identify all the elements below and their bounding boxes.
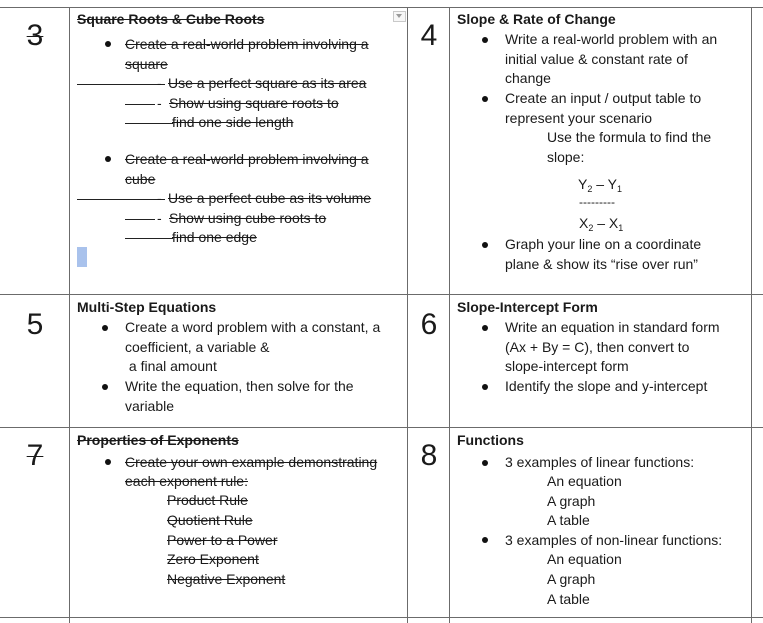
strikethrough-indent [125,123,173,124]
row-divider-1 [0,294,763,295]
text-line: - [157,210,162,226]
fraction-line: --------- [579,195,615,209]
minus-x: – X [593,215,619,231]
text-line[interactable]: Negative Exponent [167,571,286,587]
cell-title-8[interactable]: Functions [457,432,524,448]
cell-number-5: 5 [26,308,44,341]
text-line[interactable]: Use the formula to find the [547,129,712,145]
cell-number-8: 8 [420,439,438,472]
table-border-top [0,7,763,8]
text-line[interactable]: Identify the slope and y-intercept [505,378,708,394]
text-line[interactable]: slope-intercept form [505,358,629,374]
column-divider-3 [449,7,450,623]
text-line[interactable]: Product Rule [167,492,248,508]
cell-title-5[interactable]: Multi-Step Equations [77,299,217,315]
chevron-down-icon[interactable] [393,11,406,22]
subscript: 1 [618,223,624,233]
text-line[interactable]: change [505,70,551,86]
text-line[interactable]: each exponent rule: [125,473,248,489]
text-line[interactable]: A graph [547,571,596,587]
bullet-icon [105,156,111,162]
text-line[interactable]: Write the equation, then solve for the [125,378,354,394]
bullet-icon [105,459,111,465]
cell-title-4[interactable]: Slope & Rate of Change [457,11,616,27]
text-line[interactable]: find one side length [172,114,294,130]
text-line[interactable]: 3 examples of linear functions: [505,454,695,470]
bullet-icon [102,325,108,331]
text-line[interactable]: represent your scenario [505,110,653,126]
cell-number-4: 4 [420,19,438,52]
bullet-icon [482,384,488,390]
text-line[interactable]: Show using square roots to [169,95,339,111]
text-line[interactable]: Write an equation in standard form [505,319,720,335]
text-line[interactable]: find one edge [172,229,257,245]
text-line[interactable]: a final amount [125,358,217,374]
text-line[interactable]: Create an input / output table to [505,90,702,106]
text-line[interactable]: variable [125,398,175,414]
bullet-icon [482,325,488,331]
text-line[interactable]: Quotient Rule [167,512,253,528]
text-line[interactable]: A table [547,512,590,528]
strikethrough-indent [125,104,155,105]
column-divider-2 [407,7,408,623]
text-line[interactable]: Use a perfect cube as its volume [168,190,372,206]
text-line[interactable]: Zero Exponent [167,551,259,567]
variable-x: X [579,215,589,231]
cell-title-3[interactable]: Square Roots & Cube Roots [77,11,265,27]
cell-title-7[interactable]: Properties of Exponents [77,432,239,448]
bullet-icon [482,537,488,543]
text-line[interactable]: Write a real-world problem with an [505,31,718,47]
bullet-icon [482,96,488,102]
text-line[interactable]: An equation [547,473,622,489]
strikethrough-indent [77,84,165,85]
minus-y: – Y [592,176,618,192]
text-line: - [157,190,162,206]
text-line[interactable]: coefficient, a variable & [125,339,270,355]
variable-y: Y [578,176,588,192]
text-line[interactable]: Power to a Power [167,532,278,548]
text-line[interactable]: 3 examples of non-linear functions: [505,532,723,548]
bullet-icon [105,41,111,47]
text-line[interactable]: Create a real-world problem involving a [125,36,369,52]
row-divider-3 [0,617,763,618]
text-line: - [157,95,162,111]
cell-number-6: 6 [420,308,438,341]
text-line[interactable]: slope: [547,149,585,165]
cell-number-7: 7 [26,439,44,472]
text-line[interactable]: Graph your line on a coordinate [505,236,702,252]
text-line[interactable]: plane & show its “rise over run” [505,256,698,272]
text-line[interactable]: A graph [547,493,596,509]
subscript: 1 [617,184,623,194]
column-divider-1 [69,7,70,623]
text-line[interactable]: square [125,56,168,72]
cell-title-6[interactable]: Slope-Intercept Form [457,299,598,315]
text-line[interactable]: Create a real-world problem involving a [125,151,369,167]
strikethrough-indent [125,238,173,239]
text-line[interactable]: Create a word problem with a constant, a [125,319,381,335]
row-divider-2 [0,427,763,428]
text-line[interactable]: Use a perfect square as its area [168,75,367,91]
text-line[interactable]: (Ax + By = C), then convert to [505,339,690,355]
strikethrough-indent [125,219,155,220]
text-line[interactable]: initial value & constant rate of [505,51,688,67]
subscript: 2 [588,223,594,233]
text-line[interactable]: A table [547,591,590,607]
bullet-icon [102,384,108,390]
cell-number-3: 3 [26,19,44,52]
strikethrough-indent [77,199,165,200]
bullet-icon [482,460,488,466]
text-line[interactable]: cube [125,171,156,187]
text-line[interactable]: Show using cube roots to [169,210,327,226]
column-divider-4 [751,7,752,623]
bullet-icon [482,242,488,248]
bullet-icon [482,37,488,43]
subscript: 2 [587,184,593,194]
text-line[interactable]: Create your own example demonstrating [125,454,378,470]
text-selection-cursor[interactable] [77,247,87,267]
text-line: - [157,75,162,91]
text-line[interactable]: An equation [547,551,622,567]
